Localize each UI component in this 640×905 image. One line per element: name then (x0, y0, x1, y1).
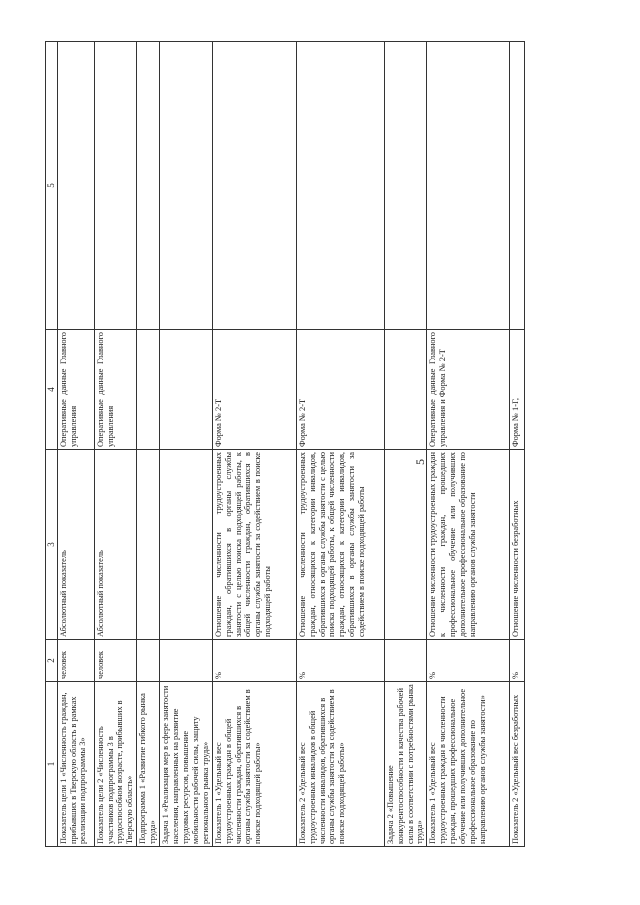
indicator-cell: Задача 2 «Повышение конкурентоспособности и качества рабочей силы в соответствии с потребностями рынка труда» (384, 682, 427, 847)
source-cell (384, 330, 427, 450)
method-cell (384, 450, 427, 640)
table-header-row (46, 42, 58, 847)
table-row (296, 42, 384, 847)
header-col-3: 3 (46, 450, 58, 640)
note-cell (384, 42, 427, 330)
indicator-cell: Показатель 2 «Удельный вес безработных (510, 682, 525, 847)
unit-cell (384, 640, 427, 682)
method-cell (160, 450, 213, 640)
unit-cell: % (510, 640, 525, 682)
page-number: 5 (413, 459, 427, 465)
note-cell (212, 42, 296, 330)
indicator-cell: Показатель 1 «Удельный вес трудоустроенных граждан в численности граждан, прошедших профессиональное обучение или получивших дополнительное профессиональное образование по направлению органов службы занятости» (427, 682, 510, 847)
note-cell (94, 42, 137, 330)
header-col-1: 1 (46, 682, 58, 847)
unit-cell: % (212, 640, 296, 682)
method-cell (137, 450, 160, 640)
note-cell (160, 42, 213, 330)
note-cell (137, 42, 160, 330)
unit-cell (160, 640, 213, 682)
unit-cell: человек (94, 640, 137, 682)
method-cell: Абсолютный показатель (57, 450, 94, 640)
table-row (384, 42, 427, 847)
table-row (160, 42, 213, 847)
source-cell: Форма № 1-Г, (510, 330, 525, 450)
unit-cell: % (427, 640, 510, 682)
header-col-5: 5 (46, 42, 58, 330)
header-col-2: 2 (46, 640, 58, 682)
method-cell: Отношение численности трудоустроенных граждан, относящихся к категории инвалидов, обратившихся в органы службы занятости с целью поиска подходящей работы, к общей численности граждан, относящихся к категории инвалидов, обратившихся в органы службы занятости за содействием в поиске подходящей работы (296, 450, 384, 640)
table-row (510, 42, 525, 847)
note-cell (57, 42, 94, 330)
note-cell (427, 42, 510, 330)
unit-cell: % (296, 640, 384, 682)
header-col-4: 4 (46, 330, 58, 450)
method-cell: Отношение численности трудоустроенных граждан к численности граждан, прошедших профессиональное обучение или получивших дополнительное профессиональное образование по направлению органов службы занятости (427, 450, 510, 640)
indicator-cell: Показатель цели 2 «Численность участников подпрограммы 3 в трудоспособном возрасте, прибывших в Тверскую область» (94, 682, 137, 847)
source-cell (137, 330, 160, 450)
indicator-cell: Задача 1 «Реализация мер в сфере занятости населения, направленных на развитие трудовых ресурсов, повышение мобильности рабочей силы, защиту регионального рынка труда» (160, 682, 213, 847)
indicators-table (45, 41, 525, 847)
indicator-cell: Подпрограмма 1 «Развитие гибкого рынка труда» (137, 682, 160, 847)
table-row (137, 42, 160, 847)
table-row (94, 42, 137, 847)
note-cell (510, 42, 525, 330)
source-cell: Форма № 2-Т (296, 330, 384, 450)
table-row (57, 42, 94, 847)
method-cell: Абсолютный показатель (94, 450, 137, 640)
source-cell: Оперативные данные Главного управления и Форма № 2-Т (427, 330, 510, 450)
method-cell: Отношение численности безработных (510, 450, 525, 640)
indicator-cell: Показатель цели 1 «Численность граждан, прибывших в Тверскую область в рамках реализации подпрограммы 3» (57, 682, 94, 847)
source-cell (160, 330, 213, 450)
source-cell: Форма № 2-Т (212, 330, 296, 450)
indicator-cell: Показатель 2 «Удельный вес трудоустроенных инвалидов в общей численности инвалидов, обратившихся в органы службы занятости за содействием в поиске подходящей работы» (296, 682, 384, 847)
unit-cell: человек (57, 640, 94, 682)
unit-cell (137, 640, 160, 682)
method-cell: Отношение численности трудоустроенных граждан, обратившихся в органы службы занятости с целью поиска подходящей работы, к общей численности граждан, обратившихся в органы службы занятости за содействием в поиске подходящей работы (212, 450, 296, 640)
table-row (427, 42, 510, 847)
table-row (212, 42, 296, 847)
source-cell: Оперативные данные Главного управления (94, 330, 137, 450)
source-cell: Оперативные данные Главного управления (57, 330, 94, 450)
indicator-cell: Показатель 1 «Удельный вес трудоустроенных граждан в общей численности граждан, обратившихся в органы службы занятости за содействием в поиске подходящей работы» (212, 682, 296, 847)
note-cell (296, 42, 384, 330)
